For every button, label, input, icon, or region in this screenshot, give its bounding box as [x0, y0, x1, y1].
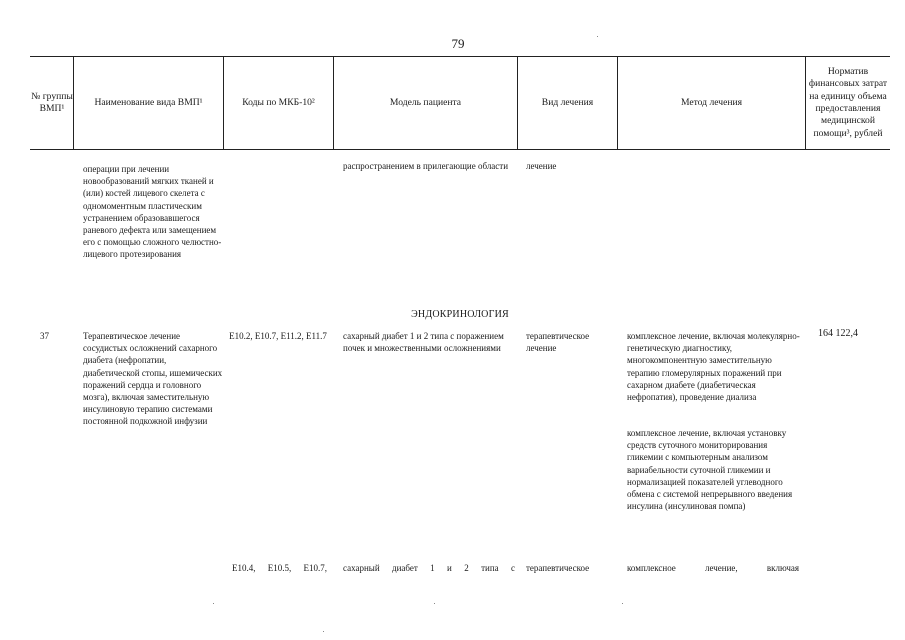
header-vmp-name-text: Наименование вида ВМП¹ — [94, 96, 203, 108]
header-icd-codes-text: Коды по МКБ-10² — [242, 96, 315, 108]
row-37-treatment-method-1: комплексное лечение, включая молекулярно-генетическую диагностику, многокомпонентную заместительную терапию гломерулярных поражений при сахарном диабете (диабетическая нефропатия), проведение диализа — [627, 331, 800, 403]
next-row-patient-model: сахарный диабет 1 и 2 типа с — [343, 563, 515, 573]
row-37-treatment-method-2: комплексное лечение, включая установку средств суточного мониторирования гликемии с компьютерным анализом вариабельности суточной гликемии и нормализацией показателей углеводного обмена с системой непрерывного введения инсулина (инсулиновая помпа) — [627, 428, 793, 512]
row-37-group-number: 37 — [40, 331, 49, 341]
header-treatment-type — [518, 57, 617, 149]
header-group-number — [31, 57, 73, 149]
row-37-treatment-type: терапевтическое лечение — [526, 331, 590, 354]
header-patient-model-text: Модель пациента — [389, 96, 462, 108]
section-title: ЭНДОКРИНОЛОГИЯ — [411, 309, 509, 320]
continuation-treatment-type: лечение — [526, 161, 557, 171]
row-37-cost-norm: 164 122,4 — [818, 328, 858, 339]
next-row-treatment-method: комплексное лечение, включая — [627, 563, 799, 573]
header-vmp-name — [74, 57, 223, 149]
header-icd-codes — [224, 57, 333, 149]
page-number: 79 — [451, 36, 465, 51]
continuation-patient-model: распространением в прилегающие области — [343, 161, 509, 171]
header-treatment-method — [618, 57, 805, 149]
header-cost-norm — [806, 57, 890, 149]
scan-speck — [622, 603, 623, 604]
scan-speck — [434, 603, 435, 604]
row-37-icd-codes: E10.2, E10.7, E11.2, E11.7 — [229, 331, 327, 341]
header-bottom-border — [30, 149, 890, 150]
header-group-number-text: № группы ВМП¹ — [31, 90, 73, 114]
header-treatment-type-text: Вид лечения — [541, 96, 594, 108]
scan-speck — [323, 631, 324, 632]
next-row-treatment-type: терапевтическое — [526, 563, 590, 573]
header-cost-norm-text: Норматив финансовых затрат на единицу объема предоставления медицинской помощи³, рублей — [808, 65, 888, 139]
continuation-vmp-name: операции при лечении новообразований мягких тканей и (или) костей лицевого скелета с одномоментным пластическим устранением образовавшегося раневого дефекта или замещением его с помощью сложного челюстно-лицевого протезирования — [83, 164, 222, 260]
header-patient-model — [334, 57, 517, 149]
next-row-icd-codes: E10.4, E10.5, E10.7, — [232, 563, 327, 573]
header-treatment-method-text: Метод лечения — [680, 96, 743, 108]
row-37-vmp-name: Терапевтическое лечение сосудистых осложнений сахарного диабета (нефропатии, диабетической стопы, ишемических поражений сердца и головного мозга), включая заместительную инсулиновую терапию системами постоянной подкожной инфузии — [83, 331, 223, 427]
row-37-patient-model: сахарный диабет 1 и 2 типа с поражением почек и множественными осложнениями — [343, 331, 504, 354]
scan-speck — [213, 603, 214, 604]
scan-speck — [597, 36, 598, 37]
